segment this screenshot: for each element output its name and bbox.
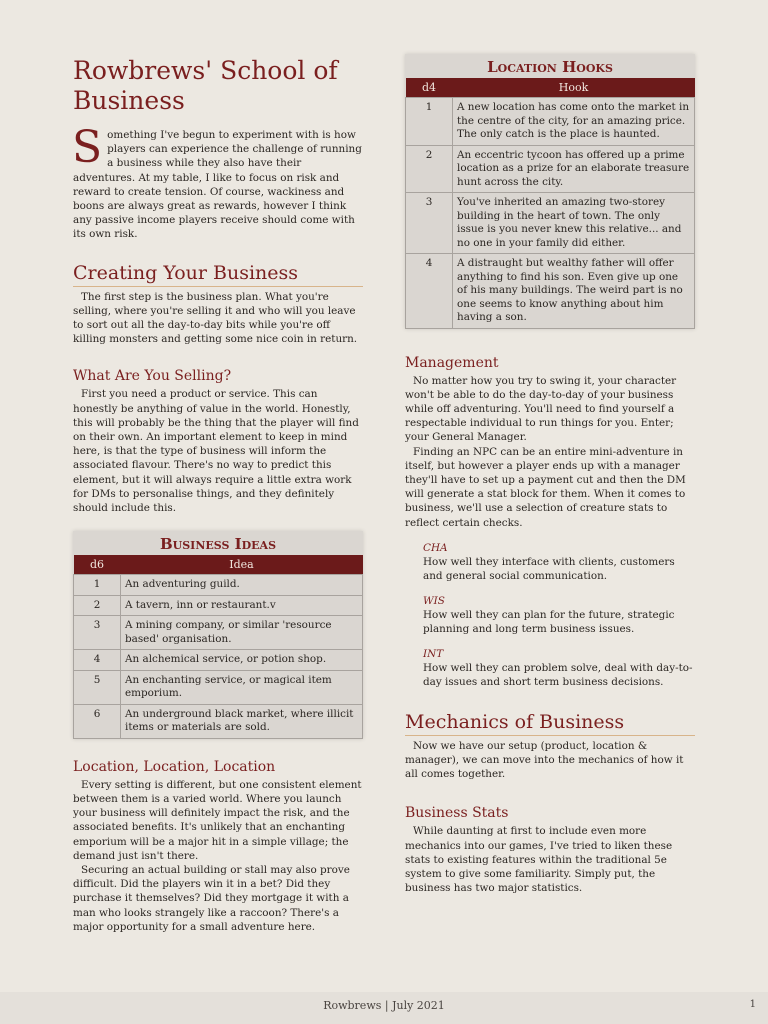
mechanics-paragraph: Now we have our setup (product, location & manager), we can move into the mechanics of how it all comes together. [405,739,684,781]
row-number: 1 [74,575,121,596]
attr-text-wis: How well they can plan for the future, strategic planning and long term business issues. [423,608,675,635]
col-header-d4: d4 [406,78,453,98]
location-hooks-title: Location Hooks [487,58,613,76]
row-text: A tavern, inn or restaurant.v [121,595,363,616]
intro-paragraph [72,122,363,242]
business-ideas-title: Business Ideas [159,535,277,554]
heading-mechanics: Mechanics of Business [405,711,695,736]
row-text: An enchanting service, or magical item emporium. [121,670,363,704]
business-ideas-grid [73,555,363,739]
left-column [73,56,363,934]
row-text: You've inherited an amazing two-storey building in the heart of town. The only issue is you never knew this relative... and no one in your family did either. [453,193,695,254]
table-row [74,616,363,650]
heading-business-stats: Business Stats [405,805,509,822]
management-paragraph-2: Finding an NPC can be an entire mini-adventure in itself, but however a player ends up with a manager they'll have to set up a payment cut and then the DM will generate a stat block for them. When it comes to business, we'll use a selection of creature stats to reflect certain checks. [405,445,686,529]
row-text: An adventuring guild. [121,575,363,596]
creating-paragraph: The first step is the business plan. What you're selling, where you're selling it and who will you leave to sort out all the day-to-day bits while you're off killing monsters and getting some nice coin in return. [73,290,358,346]
business-ideas-table [73,531,363,739]
row-text: A new location has come onto the market in the centre of the city, for an amazing price. The only catch is the place is haunted. [453,98,695,146]
selling-paragraph: First you need a product or service. This can honestly be anything of value in the world. Honestly, this will probably be the thing that the player will find on their own. An important element to keep in mind here, is that the type of business will inform the associated flavour. There's no way to predict this element, but it will always require a little extra work for DMs to personalise things, and they definitely should include this. [73,388,359,515]
row-number: 3 [406,193,453,254]
row-number: 1 [406,98,453,146]
col-header-hook: Hook [453,78,695,98]
heading-management: Management [405,354,499,371]
heading-location: Location, Location, Location [73,758,276,775]
footer-text: Rowbrews | July 2021 [323,999,445,1012]
page-number: 1 [749,999,756,1010]
page-footer [0,992,768,1024]
table-row [406,193,695,254]
table-row [74,575,363,596]
row-number: 6 [74,704,121,738]
table-row [406,98,695,146]
attr-text-cha: How well they interface with clients, customers and general social communication. [423,555,675,582]
row-number: 2 [406,145,453,193]
row-text: A mining company, or similar 'resource based' organisation. [121,616,363,650]
location-paragraph-1: Every setting is different, but one consistent element between them is a varied world. Where you launch your business will definitely impact the risk, and the associated benefits. It's unlikely that an enchanting emporium will be a major hit in a simple village; the demand just isn't there. [73,778,362,862]
drop-cap: S [72,122,103,173]
attr-label-wis: WIS [423,594,445,607]
row-number: 4 [406,254,453,329]
document-title: Rowbrews' School of Business [73,56,338,115]
row-number: 5 [74,670,121,704]
row-number: 2 [74,595,121,616]
table-row [74,650,363,671]
intro-text: omething I've begun to experiment with is how players can experience the challenge of running a business while they also have their adventures. At my table, I like to focus on risk and reward to create tension. Of course, wackiness and boons are always great as rewards, however I think any passive income players receive should come with its own risk. [73,129,362,241]
row-text: An eccentric tycoon has offered up a prime location as a prize for an elaborate treasure hunt across the city. [453,145,695,193]
row-number: 3 [74,616,121,650]
table-row [406,254,695,329]
row-number: 4 [74,650,121,671]
right-column [405,54,695,895]
location-paragraph-2: Securing an actual building or stall may also prove difficult. Did the players win it in a bet? Did they purchase it themselves? Did they mortgage it with a man who looks strangely like a raccoon? There's a major opportunity for a small adventure here. [73,863,350,933]
attr-text-int: How well they can problem solve, deal with day-to-day issues and short term business decisions. [423,661,693,688]
attr-label-cha: CHA [423,541,448,554]
row-text: An alchemical service, or potion shop. [121,650,363,671]
table-row [74,670,363,704]
stats-paragraph: While daunting at first to include even more mechanics into our games, I've tried to liken these stats to existing features within the traditional 5e system to give some familiarity. Simply put, the business has two major statistics. [405,825,673,895]
attr-label-int: INT [423,647,444,660]
table-row [406,145,695,193]
location-hooks-grid [405,78,695,329]
col-header-d6: d6 [74,555,121,575]
heading-what-selling: What Are You Selling? [73,368,232,385]
heading-creating-business: Creating Your Business [73,262,363,287]
col-header-idea: Idea [121,555,363,575]
management-paragraph-1: No matter how you try to swing it, your character won't be able to do the day-to-day of your business while off adventuring. You'll need to find yourself a respectable individual to run things for you. Enter; your General Manager. [405,374,677,444]
table-row [74,704,363,738]
location-hooks-table [405,54,695,329]
row-text: An underground black market, where illicit items or materials are sold. [121,704,363,738]
row-text: A distraught but wealthy father will offer anything to find his son. Even give up one of his many buildings. The weird part is no one seems to know anything about him having a son. [453,254,695,329]
table-row [74,595,363,616]
